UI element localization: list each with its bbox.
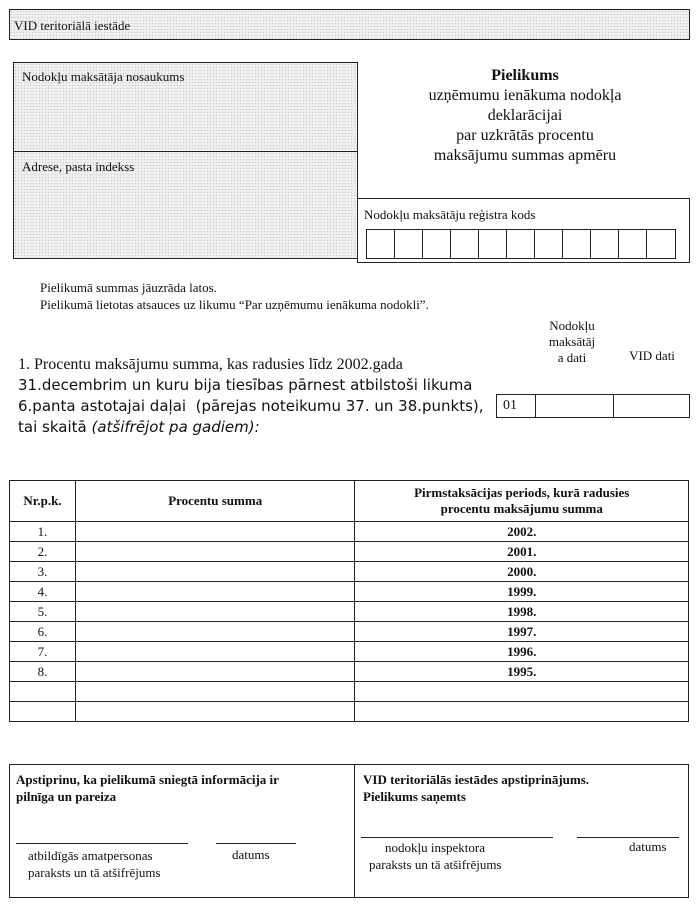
taxpayer-data-input[interactable] — [536, 394, 614, 418]
row-number: 6. — [10, 622, 76, 642]
vid-date-line[interactable] — [577, 837, 679, 838]
right-sig-line-2: paraksts un tā atšifrējums — [369, 857, 502, 872]
table-row — [10, 602, 689, 622]
row-number: 1. — [10, 522, 76, 542]
title-line-4: par uzkrātās procentu — [456, 127, 594, 144]
registry-code-input[interactable] — [366, 229, 676, 259]
table-row — [10, 562, 689, 582]
vid-title-line-1: VID teritoriālās iestādes apstiprinājums. — [363, 772, 590, 787]
registry-code-cell[interactable] — [423, 230, 451, 258]
registry-code-cell[interactable] — [591, 230, 619, 258]
vid-institution-label: VID teritoriālā iestāde — [14, 18, 131, 33]
responsible-signature-caption — [28, 847, 161, 881]
item-1-code-row — [496, 394, 690, 418]
period-header-line-2: procentu maksājumu summa — [440, 501, 603, 516]
taxpayer-date-line[interactable] — [216, 843, 296, 844]
appendix-title — [360, 66, 690, 166]
vid-data-column-header: VID dati — [629, 348, 675, 363]
column-header-period — [355, 481, 689, 522]
taxpayer-header-line-3: a dati — [557, 350, 587, 365]
row-year: 1995. — [355, 662, 689, 682]
row-number: 5. — [10, 602, 76, 622]
taxpayer-confirmation-box — [9, 764, 355, 898]
table-row — [10, 582, 689, 602]
taxpayer-header-line-2: maksātāj — [548, 334, 596, 349]
empty-cell[interactable] — [10, 682, 76, 702]
note-law-reference: Pielikumā lietotas atsauces uz likumu “Par uzņēmumu ienākuma nodokli”. — [40, 297, 429, 312]
inspector-signature-line[interactable] — [361, 837, 553, 838]
taxpayer-title-line-2: pilnīga un pareiza — [16, 789, 117, 804]
table-row — [10, 682, 689, 702]
row-year: 1997. — [355, 622, 689, 642]
row-number: 7. — [10, 642, 76, 662]
vid-data-input[interactable] — [614, 394, 690, 418]
column-header-nr: Nr.p.k. — [10, 481, 76, 522]
address-field[interactable] — [13, 151, 358, 259]
address-label: Adrese, pasta indekss — [22, 159, 135, 174]
empty-cell[interactable] — [355, 682, 689, 702]
row-year: 1998. — [355, 602, 689, 622]
vid-confirmation-box — [354, 764, 689, 898]
vid-title-line-2: Pielikums saņemts — [363, 789, 466, 804]
table-row — [10, 522, 689, 542]
taxpayer-date-caption: datums — [232, 847, 270, 862]
title-line-1: Pielikums — [491, 67, 559, 84]
registry-code-cell[interactable] — [451, 230, 479, 258]
registry-code-cell[interactable] — [619, 230, 647, 258]
item-1-line-e: tai skaitā — [18, 418, 87, 436]
taxpayer-name-field[interactable] — [13, 62, 358, 152]
row-year: 1999. — [355, 582, 689, 602]
interest-sum-input[interactable] — [75, 542, 355, 562]
inspector-signature-caption — [369, 839, 502, 873]
registry-code-cell[interactable] — [507, 230, 535, 258]
item-1-line-a: 1. Procentu maksājumu summa, kas radusies līdz 2002.gada — [18, 356, 403, 373]
row-year: 1996. — [355, 642, 689, 662]
right-sig-line-1: nodokļu inspektora — [385, 840, 486, 855]
vid-date-caption: datums — [629, 839, 667, 854]
item-1-line-c: 6.panta astotajai daļai — [18, 397, 187, 415]
table-row — [10, 702, 689, 722]
title-line-3: deklarācijai — [487, 107, 563, 124]
registry-code-label: Nodokļu maksātāju reģistra kods — [364, 207, 536, 222]
taxpayer-title-line-1: Apstiprinu, ka pielikumā sniegtā informācija ir — [16, 772, 279, 787]
registry-code-cell[interactable] — [535, 230, 563, 258]
interest-sum-input[interactable] — [75, 642, 355, 662]
taxpayer-confirmation-title — [16, 771, 279, 805]
item-1-line-d: (pārejas noteikumu 37. un 38.punkts), — [195, 397, 484, 415]
taxpayer-header-line-1: Nodokļu — [549, 318, 595, 333]
left-sig-line-1: atbildīgās amatpersonas — [28, 848, 153, 863]
table-row — [10, 542, 689, 562]
registry-code-cell[interactable] — [479, 230, 507, 258]
title-line-5: maksājumu summas apmēru — [433, 147, 617, 164]
row-year: 2001. — [355, 542, 689, 562]
taxpayer-name-label: Nodokļu maksātāja nosaukums — [22, 69, 185, 84]
column-header-sum: Procentu summa — [75, 481, 355, 522]
row-code-01 — [496, 394, 536, 418]
interest-sum-input[interactable] — [75, 602, 355, 622]
left-sig-line-2: paraksts un tā atšifrējums — [28, 865, 161, 880]
interest-sum-input[interactable] — [75, 682, 355, 702]
item-1-line-f: (atšifrējot pa gadiem): — [91, 418, 260, 436]
period-header-line-1: Pirmstaksācijas periods, kurā radusies — [414, 485, 630, 500]
registry-code-cell[interactable] — [647, 230, 675, 258]
table-row — [10, 622, 689, 642]
interest-sum-input[interactable] — [75, 702, 355, 722]
registry-code-cell[interactable] — [367, 230, 395, 258]
responsible-signature-line[interactable] — [16, 843, 188, 844]
table-row — [10, 642, 689, 662]
interest-sum-input[interactable] — [75, 522, 355, 542]
interest-sum-input[interactable] — [75, 582, 355, 602]
vid-confirmation-title — [363, 771, 589, 805]
row-number: 3. — [10, 562, 76, 582]
note-currency: Pielikumā summas jāuzrāda latos. — [40, 280, 217, 295]
row-number: 4. — [10, 582, 76, 602]
interest-sum-input[interactable] — [75, 662, 355, 682]
registry-code-cell[interactable] — [395, 230, 423, 258]
row-year: 2000. — [355, 562, 689, 582]
empty-cell[interactable] — [355, 702, 689, 722]
row-code-label: 01 — [503, 398, 517, 413]
interest-sum-table — [9, 480, 689, 722]
empty-cell[interactable] — [10, 702, 76, 722]
interest-sum-input[interactable] — [75, 562, 355, 582]
taxpayer-data-column-header — [532, 318, 612, 366]
title-line-2: uzņēmumu ienākuma nodokļa — [428, 87, 622, 104]
item-1-description — [18, 354, 508, 438]
row-number: 8. — [10, 662, 76, 682]
table-row — [10, 662, 689, 682]
row-number: 2. — [10, 542, 76, 562]
row-year: 2002. — [355, 522, 689, 542]
vid-institution-field[interactable] — [9, 9, 690, 40]
interest-sum-input[interactable] — [75, 622, 355, 642]
registry-code-cell[interactable] — [563, 230, 591, 258]
item-1-line-b: 31.decembrim un kuru bija tiesības pārnest atbilstoši likuma — [18, 376, 473, 394]
